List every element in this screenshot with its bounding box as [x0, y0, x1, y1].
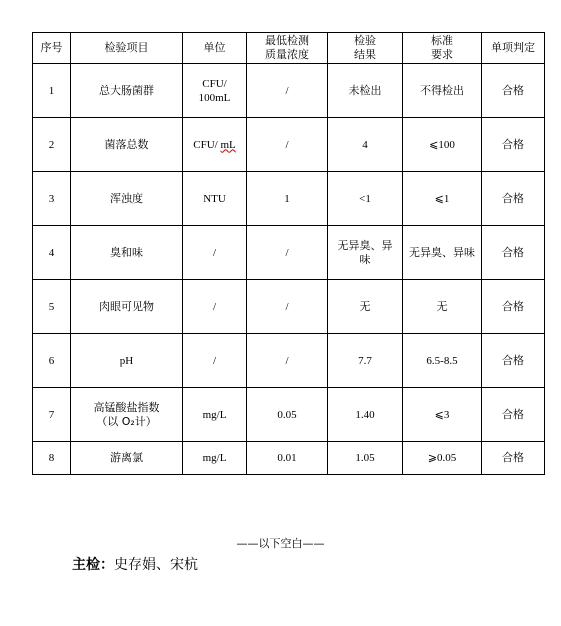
spellcheck-underlined-text: mL — [220, 138, 236, 151]
cell-limit: / — [247, 280, 328, 334]
header-no: 序号 — [33, 33, 71, 64]
header-detection-limit: 最低检测 质量浓度 — [247, 33, 328, 64]
cell-result: 无异臭、异 味 — [328, 226, 403, 280]
cell-verdict: 合格 — [482, 172, 545, 226]
cell-unit: / — [183, 280, 247, 334]
cell-limit: / — [247, 118, 328, 172]
cell-result: 7.7 — [328, 334, 403, 388]
cell-limit: 0.05 — [247, 388, 328, 442]
cell-unit: CFU/ mL — [183, 118, 247, 172]
cell-unit: / — [183, 226, 247, 280]
cell-verdict: 合格 — [482, 334, 545, 388]
cell-limit: 1 — [247, 172, 328, 226]
cell-standard: ⩽100 — [403, 118, 482, 172]
cell-item: pH — [71, 334, 183, 388]
cell-unit: mg/L — [183, 442, 247, 475]
table-row — [33, 280, 545, 334]
cell-result: 4 — [328, 118, 403, 172]
cell-verdict: 合格 — [482, 442, 545, 475]
cell-result: 无 — [328, 280, 403, 334]
header-result: 检验 结果 — [328, 33, 403, 64]
cell-unit: NTU — [183, 172, 247, 226]
cell-item: 臭和味 — [71, 226, 183, 280]
table-row — [33, 118, 545, 172]
cell-no: 7 — [33, 388, 71, 442]
cell-verdict: 合格 — [482, 388, 545, 442]
cell-verdict: 合格 — [482, 118, 545, 172]
cell-limit: / — [247, 226, 328, 280]
cell-standard: 无 — [403, 280, 482, 334]
cell-limit: / — [247, 64, 328, 118]
cell-standard: ⩾0.05 — [403, 442, 482, 475]
cell-no: 2 — [33, 118, 71, 172]
cell-standard: ⩽1 — [403, 172, 482, 226]
table-row — [33, 64, 545, 118]
header-verdict: 单项判定 — [482, 33, 545, 64]
header-standard: 标准 要求 — [403, 33, 482, 64]
table-header-row — [33, 33, 545, 64]
cell-verdict: 合格 — [482, 280, 545, 334]
cell-result: 未检出 — [328, 64, 403, 118]
table-row — [33, 172, 545, 226]
cell-result: 1.05 — [328, 442, 403, 475]
cell-standard: ⩽3 — [403, 388, 482, 442]
cell-no: 5 — [33, 280, 71, 334]
cell-result: <1 — [328, 172, 403, 226]
cell-no: 6 — [33, 334, 71, 388]
cell-item: 总大肠菌群 — [71, 64, 183, 118]
inspector-label: 主检： — [72, 557, 114, 573]
cell-standard: 6.5-8.5 — [403, 334, 482, 388]
table-row — [33, 442, 545, 475]
cell-result: 1.40 — [328, 388, 403, 442]
inspector-line — [72, 554, 198, 574]
cell-standard: 不得检出 — [403, 64, 482, 118]
cell-no: 1 — [33, 64, 71, 118]
cell-standard: 无异臭、异味 — [403, 226, 482, 280]
table-row — [33, 334, 545, 388]
blank-below-note: ——以下空白—— — [236, 537, 325, 550]
header-item: 检验项目 — [71, 33, 183, 64]
cell-item: 游离氯 — [71, 442, 183, 475]
cell-verdict: 合格 — [482, 226, 545, 280]
cell-item: 浑浊度 — [71, 172, 183, 226]
inspection-results-table — [32, 32, 545, 475]
cell-item: 肉眼可见物 — [71, 280, 183, 334]
header-unit: 单位 — [183, 33, 247, 64]
cell-limit: 0.01 — [247, 442, 328, 475]
cell-item: 高锰酸盐指数 （以 O₂计） — [71, 388, 183, 442]
table-row — [33, 388, 545, 442]
cell-item: 菌落总数 — [71, 118, 183, 172]
cell-no: 3 — [33, 172, 71, 226]
cell-unit: / — [183, 334, 247, 388]
cell-unit: CFU/ 100mL — [183, 64, 247, 118]
cell-no: 4 — [33, 226, 71, 280]
table-row — [33, 226, 545, 280]
inspector-names: 史存娟、宋杭 — [114, 557, 198, 573]
cell-limit: / — [247, 334, 328, 388]
cell-unit: mg/L — [183, 388, 247, 442]
cell-verdict: 合格 — [482, 64, 545, 118]
cell-no: 8 — [33, 442, 71, 475]
